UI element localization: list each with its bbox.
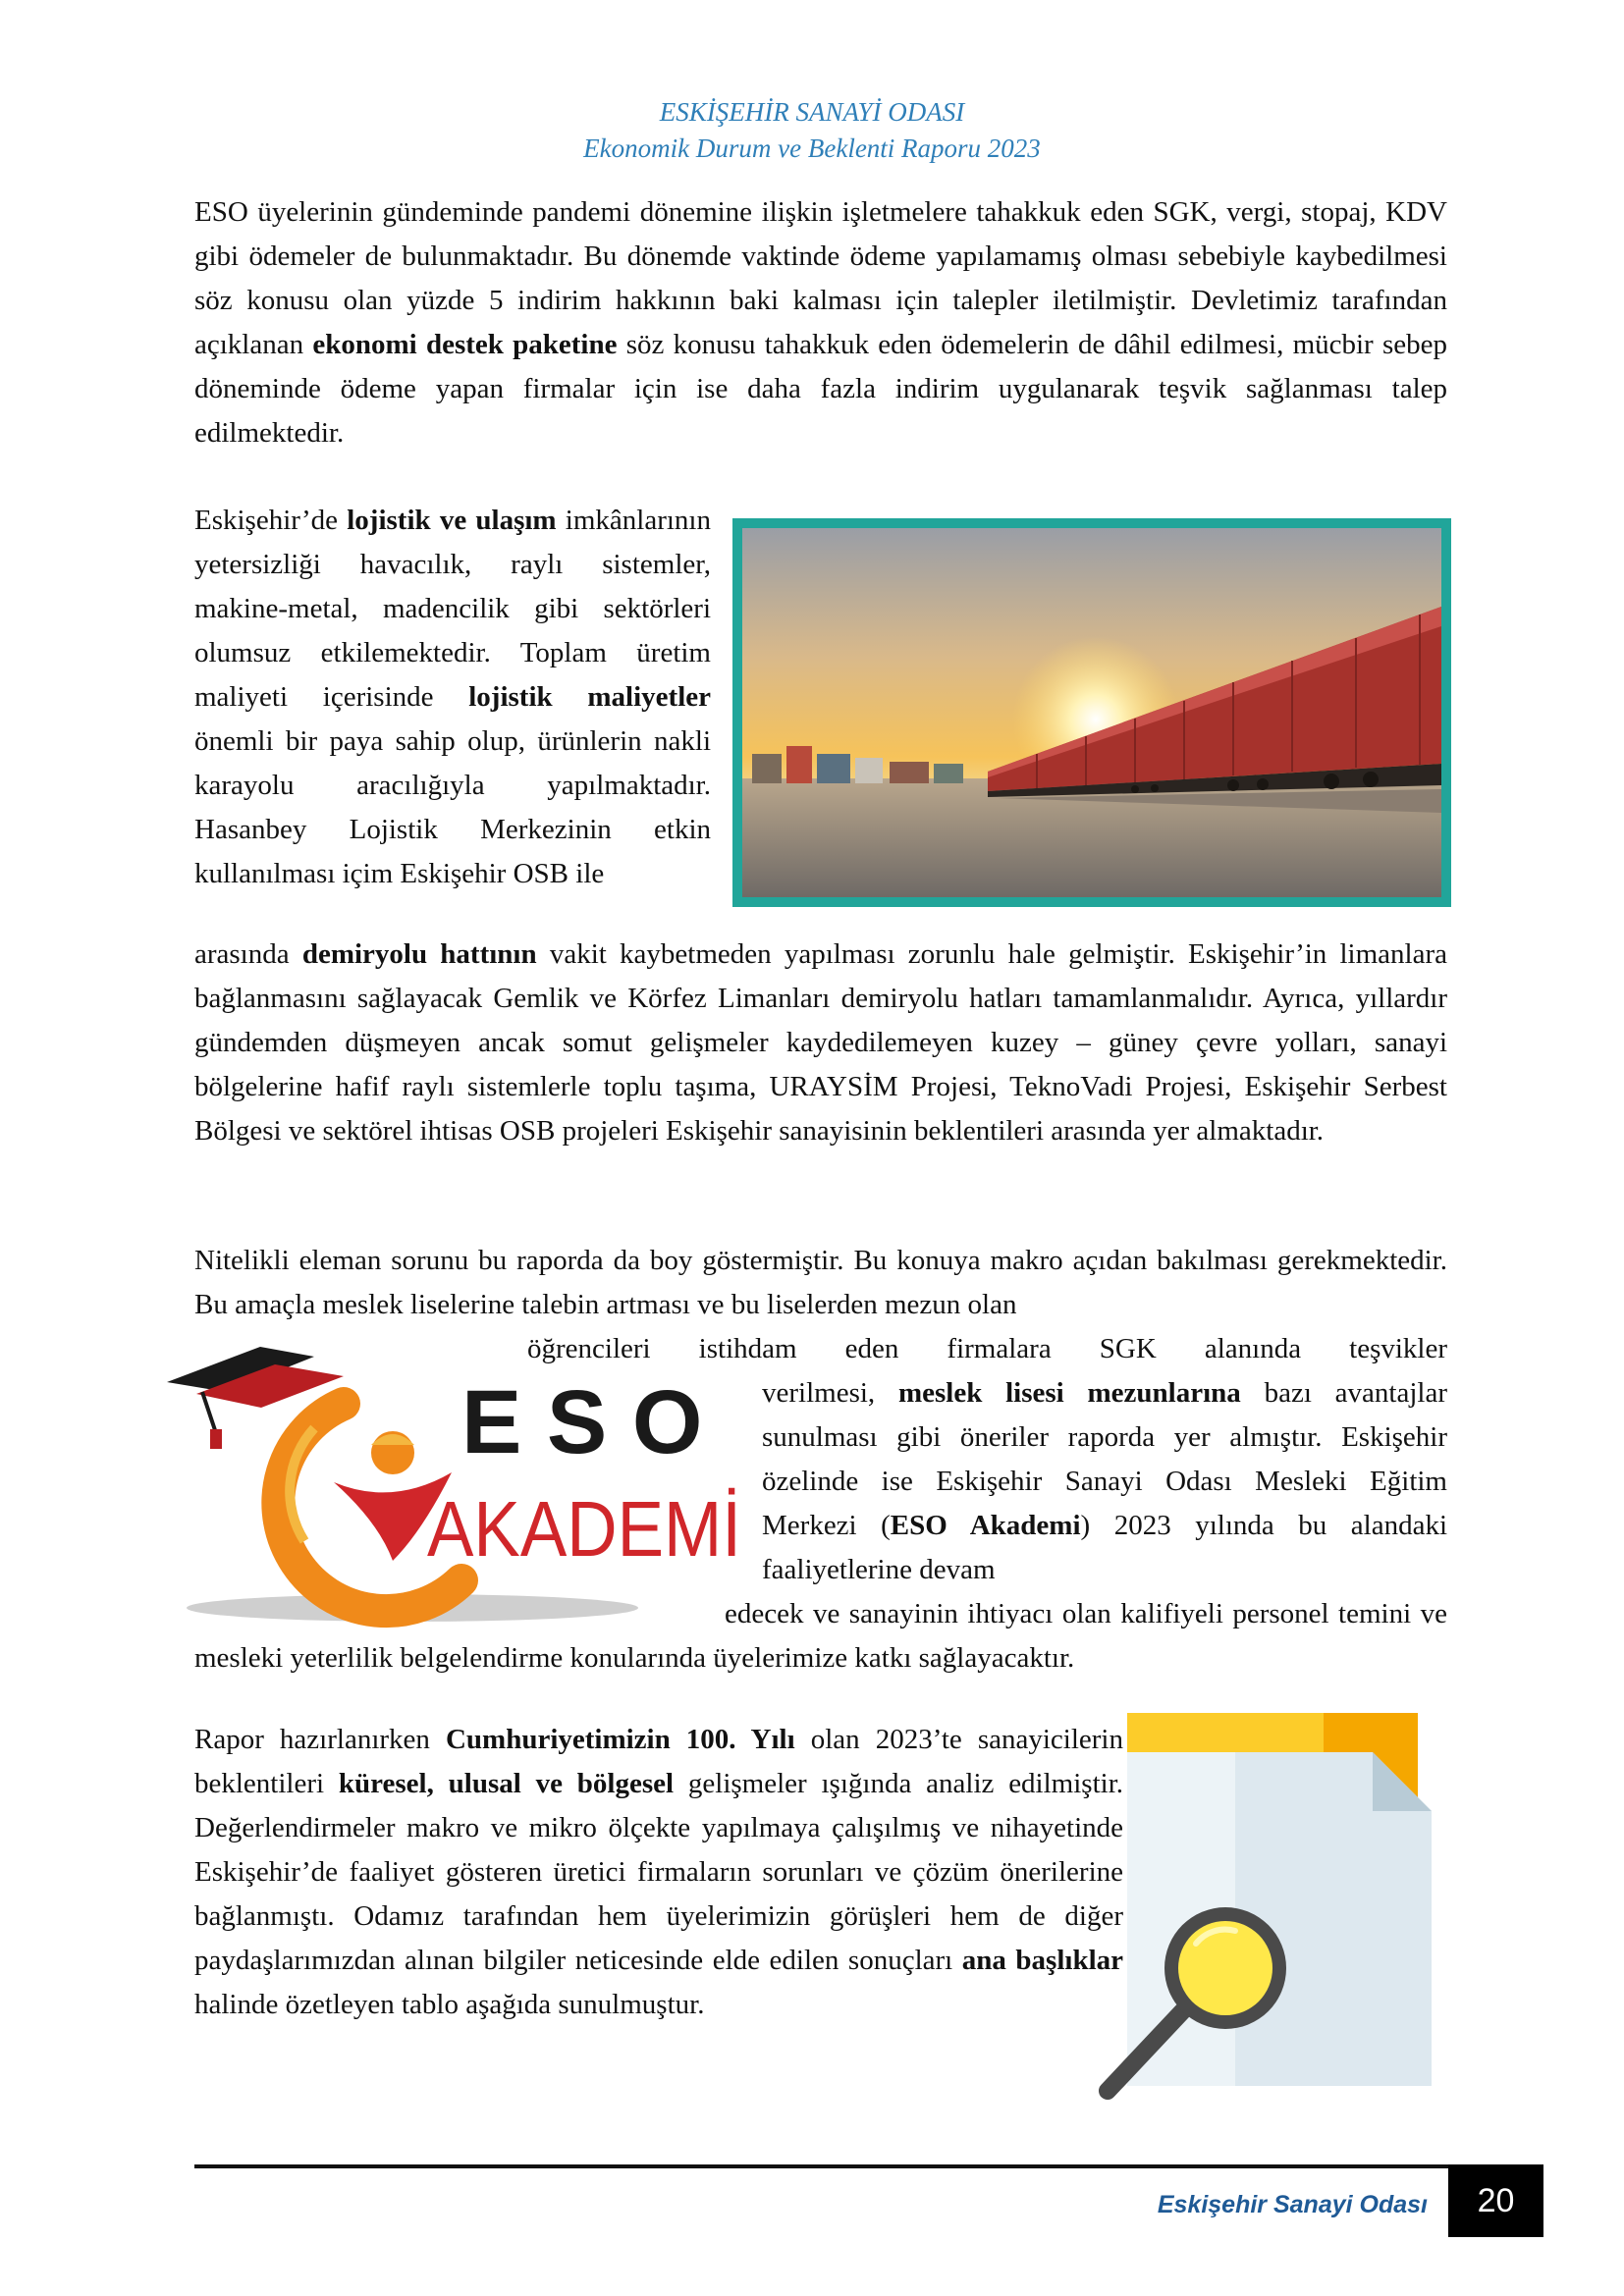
footer-org-name: Eskişehir Sanayi Odası	[1157, 2191, 1428, 2218]
bold-text: Cumhuriyetimizin 100. Yılı	[445, 1724, 795, 1755]
text: arasında	[194, 938, 302, 970]
text: ) 2023 yılında bu alandaki faaliyetlerine devam	[762, 1510, 1448, 1585]
logo-line1: E S O	[461, 1372, 703, 1472]
bold-text: lojistik maliyetler	[468, 681, 711, 713]
text: Rapor hazırlanırken	[194, 1724, 446, 1755]
running-header	[0, 94, 1624, 167]
header-report-title: Ekonomik Durum ve Beklenti Raporu 2023	[583, 133, 1041, 163]
bold-text: meslek lisesi mezunlarına	[897, 1377, 1241, 1409]
text: vakit kaybetmeden yapılması zorunlu hale gelmiştir. Eskişehir’in limanlara bağlanmasını sağlayacak Gemlik ve Körfez Limanları demiryolu hatları tamamlanmalıdır. Ayrıca, yıllardır gündemden düşmeyen ancak somut gelişmeler kaydedilemeyen kuzey – güney çevre yolları, sanayi bölgelerine hafif raylı sistemlerle toplu taşıma, URAYSİM Projesi, TeknoVadi Projesi, Eskişehir Serbest Bölgesi ve sektörel ihtisas OSB projeleri Eskişehir sanayisinin beklentileri arasında yer almaktadır.	[194, 938, 1447, 1147]
freight-train-image	[732, 518, 1451, 907]
logo-line2: AKADEMİ	[427, 1485, 741, 1573]
text: halinde özetleyen tablo aşağıda sunulmuştur.	[194, 1989, 705, 2020]
paragraph-report-summary	[194, 1718, 1123, 2027]
header-org-name: ESKİŞEHİR SANAYİ ODASI	[659, 97, 965, 127]
page-number: 20	[1448, 2164, 1543, 2237]
eso-akademi-logo	[167, 1335, 746, 1629]
freight-train-photo	[742, 528, 1441, 897]
paragraph-qualified-staff	[194, 1239, 1447, 1327]
text: edecek ve sanayinin ihtiyacı olan kalifiyeli personel temini ve mesleki yeterlilik belgelendirme konularında üyelerimize katkı sağlayacaktır.	[194, 1598, 1447, 1674]
bold-text: küresel, ulusal ve bölgesel	[338, 1768, 675, 1799]
bold-text: ana başlıklar	[961, 1945, 1124, 1976]
text: söz konusu tahakkuk eden ödemelerin de dâhil edilmesi, mücbir sebep döneminde ödeme yapan firmalar için ise daha fazla indirim uygulanarak teşvik sağlanması talep edilmektedir.	[194, 329, 1447, 449]
bold-text: ekonomi destek paketine	[312, 329, 618, 360]
paragraph-pandemic-payments	[194, 190, 1447, 455]
eso-akademi-logo-graphic	[167, 1335, 746, 1629]
text: gelişmeler ışığında analiz edilmiştir. Değerlendirmeler makro ve mikro ölçekte yapılmaya çalışılmış ve nihayetinde Eskişehir’de faaliyet gösteren üretici firmaların sorunları ve çözüm önerilerine bağlanmıştı. Odamız tarafından hem üyelerimizin görüşleri hem de diğer paydaşlarımızdan alınan bilgiler neticesinde elde edilen sonuçları	[194, 1768, 1123, 1976]
text: olan 2023’te sanayicilerin beklentileri	[194, 1724, 1123, 1799]
text: Eskişehir’de	[194, 505, 348, 536]
text: ESO üyelerinin gündeminde pandemi dönemine ilişkin işletmelere tahakkuk eden SGK, vergi, stopaj, KDV gibi ödemeler de bulunmaktadır. Bu dönemde vaktinde ödeme yapılamamış olması sebebiyle kaybedilmesi söz konusu olan yüzde 5 indirim hakkının baki kalması için talepler iletilmiştir. Devletimiz tarafından açıklanan	[194, 196, 1447, 360]
paragraph-logistics-continued	[194, 933, 1447, 1153]
text: bazı avantajlar sunulması gibi öneriler raporda yer almıştır. Eskişehir özelinde ise Eskişehir Sanayi Odası Mesleki Eğitim Merkezi (	[762, 1377, 1447, 1541]
document-magnifier-icon	[1088, 1713, 1451, 2106]
text: öğrencileri istihdam eden firmalara SGK alanında teşvikler	[527, 1333, 1447, 1364]
bold-text: demiryolu hattının	[301, 938, 537, 970]
text: önemli bir paya sahip olup, ürünlerin nakli karayolu aracılığıyla yapılmaktadır. Hasanbey Lojistik Merkezinin etkin kullanılması içim Eskişehir OSB ile	[194, 725, 711, 889]
footer-rule	[194, 2164, 1543, 2168]
paragraph-logistics-intro	[194, 499, 711, 896]
text: Nitelikli eleman sorunu bu raporda da boy göstermiştir. Bu konuya makro açıdan bakılması gerekmektedir. Bu amaçla meslek liselerine talebin artması ve bu liselerden mezun olan	[194, 1245, 1447, 1320]
bold-text: ESO Akademi	[890, 1510, 1081, 1541]
document-search-icon	[1088, 1713, 1451, 2106]
bold-text: lojistik ve ulaşım	[347, 505, 557, 536]
paragraph-qualified-staff-wrap	[762, 1371, 1447, 1592]
text: verilmesi,	[762, 1377, 898, 1409]
text: imkânlarının yetersizliği havacılık, raylı sistemler, makine-metal, madencilik gibi sektörleri olumsuz etkilemektedir. Toplam üretim maliyeti içerisinde	[194, 505, 711, 713]
